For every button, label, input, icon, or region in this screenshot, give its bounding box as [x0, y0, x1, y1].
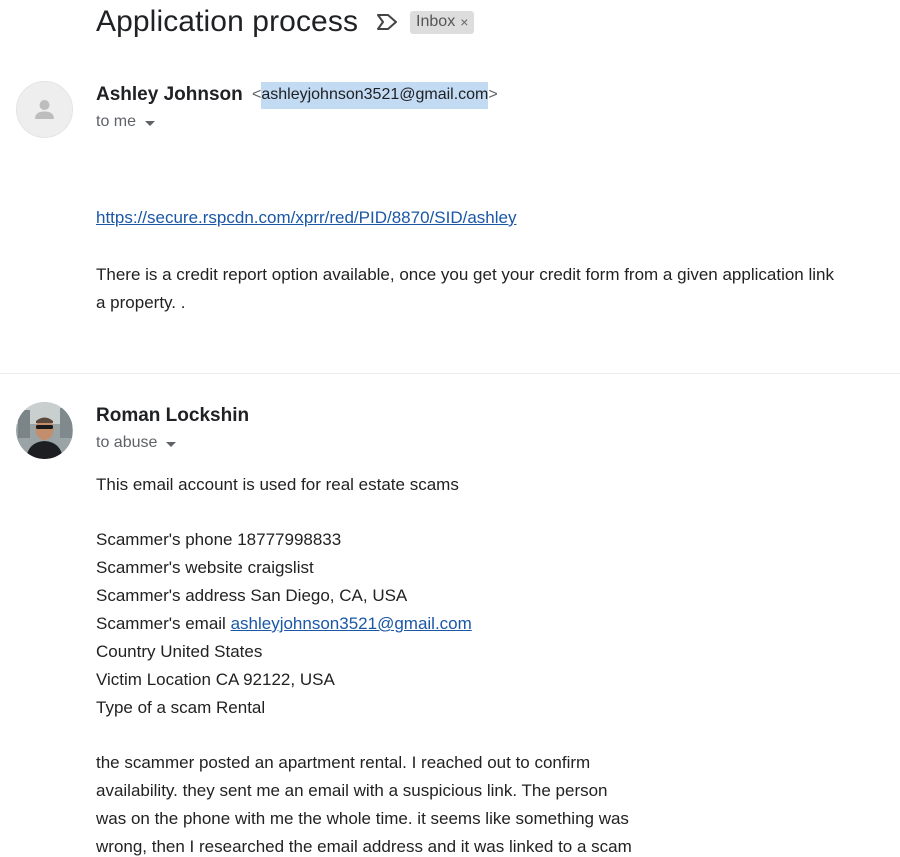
sender-email-address: ashleyjohnson3521@gmail.com [261, 82, 488, 109]
sender-name-roman: Roman Lockshin [96, 405, 250, 426]
sender-avatar-roman[interactable] [16, 402, 73, 459]
message1-link-line [96, 208, 516, 228]
narrative-line: availability. they sent me an email with a suspicious link. The person [96, 781, 608, 800]
subject-row [96, 2, 474, 42]
detail-line-email: Scammer's email ashleyjohnson3521@gmail.com [96, 614, 472, 633]
person-icon [17, 82, 72, 137]
inbox-label-text: Inbox [416, 12, 456, 30]
profile-photo [16, 402, 73, 459]
inbox-label-chip [410, 11, 474, 34]
narrative-line: wrong, then I researched the email address and it was linked to a scam [96, 837, 632, 856]
label-outline-icon[interactable] [376, 9, 402, 35]
detail-line-address: Scammer's address San Diego, CA, USA [96, 586, 408, 605]
message1-body-line2: a property. . [96, 293, 186, 312]
message2-intro: This email account is used for real estate scams [96, 475, 459, 494]
narrative-line: the scammer posted an apartment rental. I reached out to confirm [96, 753, 591, 772]
chevron-down-icon[interactable] [166, 442, 176, 447]
detail-line-phone: Scammer's phone 18777998833 [96, 530, 342, 549]
detail-line-website: Scammer's website craigslist [96, 558, 314, 577]
detail-line-scam-type: Type of a scam Rental [96, 698, 266, 717]
suspicious-link[interactable]: https://secure.rspcdn.com/xprr/red/PID/8870/SID/ashley [96, 208, 517, 227]
scammer-email-link[interactable]: ashleyjohnson3521@gmail.com [230, 614, 472, 633]
recipient-text: to abuse [96, 434, 158, 451]
narrative-line: was on the phone with me the whole time. it seems like something was [96, 809, 629, 828]
recipient-text: to me [96, 113, 137, 130]
recipient-line-2[interactable] [96, 434, 176, 452]
chevron-down-icon[interactable] [145, 121, 155, 126]
sender-name-ashley: Ashley Johnson [96, 84, 243, 105]
recipient-line-1[interactable] [96, 113, 155, 131]
remove-label-button[interactable]: × [460, 13, 469, 30]
message1-body-line1: There is a credit report option available, once you get your credit form from a given application link [96, 265, 834, 284]
message-divider [0, 373, 900, 374]
sender-avatar-ashley[interactable] [16, 81, 73, 138]
detail-line-country: Country United States [96, 642, 263, 661]
detail-line-victim-location: Victim Location CA 92122, USA [96, 670, 335, 689]
email-subject: Application process [96, 5, 359, 38]
sender-email-ashley: <ashleyjohnson3521@gmail.com> [252, 86, 498, 104]
